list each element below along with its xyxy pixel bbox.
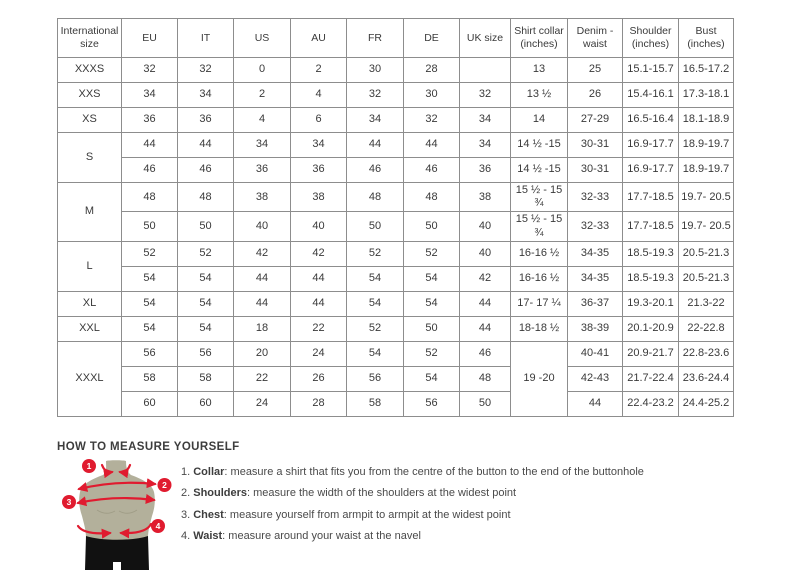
size-chart-table xyxy=(57,18,734,417)
size-cell: 17- 17 ¼ xyxy=(511,291,568,316)
step-text: : measure around your waist at the navel xyxy=(222,530,421,543)
size-cell: 2 xyxy=(291,58,347,83)
size-cell: 54 xyxy=(404,291,460,316)
size-row xyxy=(58,366,734,391)
size-cell: 38 xyxy=(460,183,511,212)
size-cell: 44 xyxy=(404,133,460,158)
size-cell: 56 xyxy=(404,391,460,416)
size-cell: XXXS xyxy=(58,58,122,83)
size-cell: 54 xyxy=(404,366,460,391)
size-cell: 23.6-24.4 xyxy=(679,366,734,391)
size-cell: 44 xyxy=(178,133,234,158)
size-cell: S xyxy=(58,133,122,183)
step-number: 4. xyxy=(181,530,194,543)
header-cell: Shirt collar (inches) xyxy=(511,19,568,58)
header-cell: UK size xyxy=(460,19,511,58)
size-cell: 30 xyxy=(347,58,404,83)
size-cell: 13 ½ xyxy=(511,83,568,108)
size-cell: 16-16 ½ xyxy=(511,241,568,266)
size-cell: 44 xyxy=(291,266,347,291)
size-cell: 13 xyxy=(511,58,568,83)
size-cell: 15.4-16.1 xyxy=(623,83,679,108)
size-cell: 48 xyxy=(404,183,460,212)
header-cell: IT xyxy=(178,19,234,58)
size-cell: 19.7- 20.5 xyxy=(679,183,734,212)
size-cell: 38 xyxy=(234,183,291,212)
size-cell: 28 xyxy=(291,391,347,416)
size-cell: 18.5-19.3 xyxy=(623,241,679,266)
size-cell: 38-39 xyxy=(568,316,623,341)
step-badge-3 xyxy=(62,495,76,509)
size-cell: 22 xyxy=(291,316,347,341)
step-text: : measure the width of the shoulders at the widest point xyxy=(247,487,517,500)
size-cell: 32 xyxy=(178,58,234,83)
step-label: Collar xyxy=(193,465,225,478)
size-cell: 32 xyxy=(122,58,178,83)
size-cell: 36-37 xyxy=(568,291,623,316)
header-row xyxy=(58,19,734,58)
size-cell: 58 xyxy=(178,366,234,391)
size-cell: 42 xyxy=(291,241,347,266)
size-cell: 4 xyxy=(234,108,291,133)
size-cell: 60 xyxy=(178,391,234,416)
step-label: Waist xyxy=(193,530,223,543)
size-cell: 17.3-18.1 xyxy=(679,83,734,108)
size-cell: 14 ½ -15 xyxy=(511,158,568,183)
size-cell: 30 xyxy=(404,83,460,108)
step-badge-1 xyxy=(82,459,96,473)
size-chart-header xyxy=(58,19,734,58)
size-cell: 54 xyxy=(347,341,404,366)
size-cell: 20.5-21.3 xyxy=(679,266,734,291)
size-cell: 48 xyxy=(460,366,511,391)
badge-number: 3 xyxy=(66,496,72,507)
size-cell: 58 xyxy=(122,366,178,391)
size-cell: 50 xyxy=(178,212,234,241)
badge-number: 2 xyxy=(162,479,167,490)
size-cell: 20.5-21.3 xyxy=(679,241,734,266)
size-cell: 44 xyxy=(347,133,404,158)
measure-step xyxy=(181,526,644,548)
size-cell: 38 xyxy=(291,183,347,212)
step-text: : measure a shirt that fits you from the centre of the button to the end of the buttonhole xyxy=(224,465,644,478)
size-cell: 24 xyxy=(291,341,347,366)
size-cell: 20.9-21.7 xyxy=(623,341,679,366)
size-row xyxy=(58,341,734,366)
size-cell: 48 xyxy=(178,183,234,212)
header-cell: EU xyxy=(122,19,178,58)
size-cell: 40 xyxy=(460,241,511,266)
size-cell: 22 xyxy=(234,366,291,391)
step-number: 2. xyxy=(181,487,194,500)
size-cell: 16.5-16.4 xyxy=(623,108,679,133)
header-cell: AU xyxy=(291,19,347,58)
step-number: 3. xyxy=(181,508,194,521)
size-cell: 60 xyxy=(122,391,178,416)
size-cell: 18.9-19.7 xyxy=(679,158,734,183)
size-row xyxy=(58,212,734,241)
size-cell: 52 xyxy=(404,241,460,266)
size-cell: 27-29 xyxy=(568,108,623,133)
size-cell: 19.3-20.1 xyxy=(623,291,679,316)
size-row xyxy=(58,58,734,83)
size-cell: 2 xyxy=(234,83,291,108)
size-row xyxy=(58,291,734,316)
size-cell: XS xyxy=(58,108,122,133)
size-cell: 36 xyxy=(460,158,511,183)
step-label: Shoulders xyxy=(193,487,248,500)
size-cell: 34 xyxy=(122,83,178,108)
size-cell: 42-43 xyxy=(568,366,623,391)
mannequin-figure xyxy=(61,458,173,579)
size-cell: 19.7- 20.5 xyxy=(679,212,734,241)
size-cell: 52 xyxy=(404,341,460,366)
size-cell: 52 xyxy=(122,241,178,266)
size-cell: 22-22.8 xyxy=(679,316,734,341)
size-cell: 26 xyxy=(291,366,347,391)
size-cell: 44 xyxy=(460,291,511,316)
size-row xyxy=(58,83,734,108)
size-cell: 19 -20 xyxy=(511,341,568,416)
size-row xyxy=(58,266,734,291)
header-cell: Denim - waist xyxy=(568,19,623,58)
size-cell: 52 xyxy=(178,241,234,266)
size-cell: 50 xyxy=(347,212,404,241)
size-cell: 56 xyxy=(178,341,234,366)
size-cell: 34 xyxy=(460,108,511,133)
size-row xyxy=(58,316,734,341)
size-cell: 24.4-25.2 xyxy=(679,391,734,416)
step-number: 1. xyxy=(181,465,194,478)
size-row xyxy=(58,158,734,183)
size-cell: 40 xyxy=(460,212,511,241)
step-badge-4 xyxy=(151,519,165,533)
size-cell: 48 xyxy=(122,183,178,212)
size-cell: 46 xyxy=(460,341,511,366)
size-cell: M xyxy=(58,183,122,242)
size-cell: 40 xyxy=(291,212,347,241)
size-cell: 32-33 xyxy=(568,183,623,212)
size-cell: 16.5-17.2 xyxy=(679,58,734,83)
size-cell: L xyxy=(58,241,122,291)
size-cell: 46 xyxy=(404,158,460,183)
size-cell: XXL xyxy=(58,316,122,341)
size-cell: 34 xyxy=(291,133,347,158)
size-cell: 16-16 ½ xyxy=(511,266,568,291)
step-label: Chest xyxy=(193,508,224,521)
size-cell: 24 xyxy=(234,391,291,416)
size-cell: 6 xyxy=(291,108,347,133)
size-cell: 34 xyxy=(460,133,511,158)
size-cell: 25 xyxy=(568,58,623,83)
size-cell: 54 xyxy=(122,266,178,291)
size-cell: 54 xyxy=(122,291,178,316)
size-cell: 26 xyxy=(568,83,623,108)
size-cell: 22.4-23.2 xyxy=(623,391,679,416)
size-cell: 32-33 xyxy=(568,212,623,241)
size-cell: 21.3-22 xyxy=(679,291,734,316)
size-cell: 32 xyxy=(404,108,460,133)
size-cell: 18 xyxy=(234,316,291,341)
size-cell: 54 xyxy=(347,291,404,316)
size-cell: 44 xyxy=(460,316,511,341)
size-cell: 52 xyxy=(347,241,404,266)
size-cell: 44 xyxy=(234,291,291,316)
size-cell: 46 xyxy=(178,158,234,183)
size-cell: 50 xyxy=(404,212,460,241)
size-cell: 32 xyxy=(460,83,511,108)
size-cell: 36 xyxy=(234,158,291,183)
header-cell: DE xyxy=(404,19,460,58)
size-cell: XXXL xyxy=(58,341,122,416)
size-cell: 0 xyxy=(234,58,291,83)
size-cell: 54 xyxy=(347,266,404,291)
size-cell: 54 xyxy=(122,316,178,341)
size-cell: 21.7-22.4 xyxy=(623,366,679,391)
badge-number: 4 xyxy=(155,520,161,531)
size-cell: 40-41 xyxy=(568,341,623,366)
size-cell: 48 xyxy=(347,183,404,212)
measure-section xyxy=(57,441,733,579)
size-cell: 15 ½ - 15 ¾ xyxy=(511,183,568,212)
size-cell: 4 xyxy=(291,83,347,108)
size-cell: 20 xyxy=(234,341,291,366)
size-cell: 46 xyxy=(122,158,178,183)
size-cell: 44 xyxy=(291,291,347,316)
mannequin-illustration xyxy=(61,458,173,574)
size-cell: 18.9-19.7 xyxy=(679,133,734,158)
size-cell: 32 xyxy=(347,83,404,108)
size-cell: 44 xyxy=(122,133,178,158)
size-cell: 28 xyxy=(404,58,460,83)
measure-step xyxy=(181,505,644,527)
size-cell: 58 xyxy=(347,391,404,416)
size-cell: 14 xyxy=(511,108,568,133)
size-cell: 52 xyxy=(347,316,404,341)
measure-step xyxy=(181,462,644,484)
size-cell: 18.5-19.3 xyxy=(623,266,679,291)
measure-step xyxy=(181,483,644,505)
size-cell: 56 xyxy=(347,366,404,391)
size-cell: 36 xyxy=(178,108,234,133)
header-cell: Bust (inches) xyxy=(679,19,734,58)
size-cell: 34 xyxy=(234,133,291,158)
size-cell: 30-31 xyxy=(568,158,623,183)
size-cell: 54 xyxy=(178,291,234,316)
step-text: : measure yourself from armpit to armpit at the widest point xyxy=(223,508,511,521)
size-cell: 34 xyxy=(178,83,234,108)
size-cell: 42 xyxy=(234,241,291,266)
size-cell: 46 xyxy=(347,158,404,183)
size-cell: 44 xyxy=(234,266,291,291)
size-cell: 18.1-18.9 xyxy=(679,108,734,133)
measure-steps xyxy=(173,462,644,548)
size-cell: 42 xyxy=(460,266,511,291)
badge-number: 1 xyxy=(86,460,92,471)
size-cell: 50 xyxy=(404,316,460,341)
shorts-shape xyxy=(85,536,149,570)
size-cell: 54 xyxy=(404,266,460,291)
size-cell: 30-31 xyxy=(568,133,623,158)
size-cell: 34-35 xyxy=(568,241,623,266)
size-cell: 15 ½ - 15 ¾ xyxy=(511,212,568,241)
size-cell: 34 xyxy=(347,108,404,133)
size-row xyxy=(58,133,734,158)
size-cell: 34-35 xyxy=(568,266,623,291)
size-cell: 36 xyxy=(291,158,347,183)
size-cell: 50 xyxy=(460,391,511,416)
size-cell: 36 xyxy=(122,108,178,133)
measure-title: HOW TO MEASURE YOURSELF xyxy=(57,440,240,453)
size-cell xyxy=(460,58,511,83)
size-cell: 54 xyxy=(178,316,234,341)
header-cell: International size xyxy=(58,19,122,58)
size-cell: 16.9-17.7 xyxy=(623,133,679,158)
size-row xyxy=(58,108,734,133)
header-cell: FR xyxy=(347,19,404,58)
header-cell: Shoulder (inches) xyxy=(623,19,679,58)
size-cell: 18-18 ½ xyxy=(511,316,568,341)
size-row xyxy=(58,391,734,416)
size-guide-page xyxy=(57,18,733,579)
size-cell: 15.1-15.7 xyxy=(623,58,679,83)
header-cell: US xyxy=(234,19,291,58)
size-row xyxy=(58,183,734,212)
size-row xyxy=(58,241,734,266)
size-cell: 17.7-18.5 xyxy=(623,212,679,241)
size-cell: XL xyxy=(58,291,122,316)
step-badge-2 xyxy=(158,478,172,492)
size-cell: 50 xyxy=(122,212,178,241)
size-cell: 14 ½ -15 xyxy=(511,133,568,158)
size-cell: XXS xyxy=(58,83,122,108)
size-cell: 44 xyxy=(568,391,623,416)
size-cell: 56 xyxy=(122,341,178,366)
size-cell: 22.8-23.6 xyxy=(679,341,734,366)
size-cell: 16.9-17.7 xyxy=(623,158,679,183)
size-cell: 17.7-18.5 xyxy=(623,183,679,212)
size-cell: 20.1-20.9 xyxy=(623,316,679,341)
size-cell: 40 xyxy=(234,212,291,241)
size-chart-body xyxy=(58,58,734,417)
size-cell: 54 xyxy=(178,266,234,291)
